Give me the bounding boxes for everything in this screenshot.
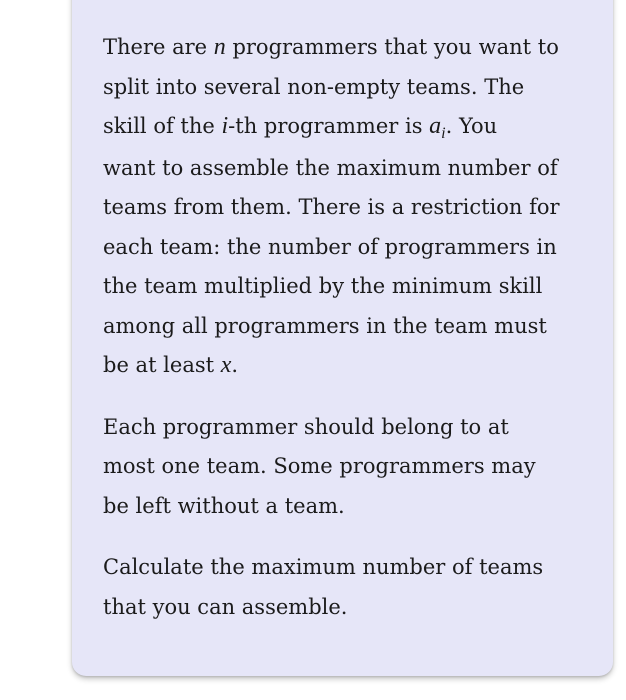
math-variable-a: a xyxy=(429,113,442,139)
text-span: programmers that you want to xyxy=(225,35,559,59)
text-line xyxy=(103,28,593,68)
text-line: teams from them. There is a restriction for xyxy=(103,195,560,219)
text-line: most one team. Some programmers may xyxy=(103,454,536,478)
text-line: among all programmers in the team must xyxy=(103,313,547,338)
text-line xyxy=(103,346,593,386)
text-span: . You xyxy=(445,114,498,138)
paragraph-task xyxy=(103,548,593,627)
paragraph-constraints xyxy=(103,408,593,527)
text-span: skill of the xyxy=(103,114,222,138)
text-line xyxy=(103,107,593,149)
text-line: want to assemble the maximum number of xyxy=(103,155,558,180)
math-variable-i: i xyxy=(221,113,229,139)
text-line: each team: the number of programmers in xyxy=(103,234,557,259)
paragraph-definition xyxy=(103,28,593,386)
math-subscript-i: i xyxy=(441,125,446,142)
math-variable-x: x xyxy=(220,352,232,378)
text-span: . xyxy=(231,353,239,377)
text-line: Each programmer should belong to at xyxy=(103,414,509,439)
text-line: Calculate the maximum number of teams xyxy=(103,555,544,579)
math-variable-n: n xyxy=(213,34,226,60)
text-span: -th programmer is xyxy=(228,114,430,138)
text-line: the team multiplied by the minimum skill xyxy=(103,274,543,298)
problem-statement xyxy=(103,28,593,649)
text-line: split into several non-empty teams. The xyxy=(103,74,525,99)
text-span: be at least xyxy=(103,353,221,377)
text-line: be left without a team. xyxy=(103,493,345,518)
text-span: There are xyxy=(103,35,214,59)
text-line: that you can assemble. xyxy=(103,594,348,619)
